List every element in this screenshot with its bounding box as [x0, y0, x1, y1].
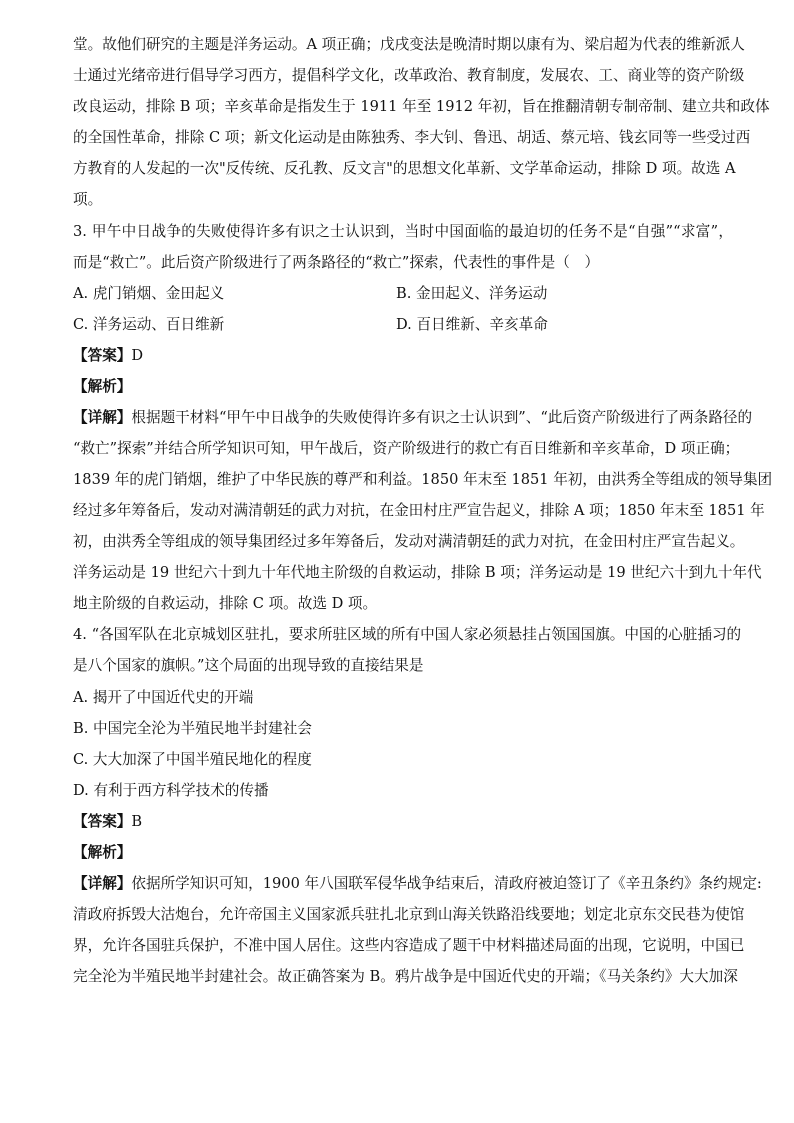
- detail-tag: 【详解】: [73, 875, 132, 892]
- question-3-answer: [73, 346, 733, 368]
- question-4-answer: [73, 812, 733, 834]
- detail-tag: 【详解】: [73, 409, 132, 426]
- question-3-option-b: B. 金田起义、洋务运动: [396, 285, 548, 302]
- passage-line: 堂。故他们研究的主题是洋务运动。A 项正确；戊戌变法是晚清时期以康有为、梁启超为代表的维新派人: [73, 36, 745, 53]
- question-4-detail: [73, 874, 762, 896]
- detail-text: 根据题干材料“甲午中日战争的失败使得许多有识之士认识到”、“此后资产阶级进行了两条路径的: [131, 409, 753, 426]
- question-3-option-a: A. 虎门销烟、金田起义: [73, 285, 225, 302]
- question-4-detail: 界，允许各国驻兵保护，不准中国人居住。这些内容造成了题干中材料描述局面的出现，它说明，中国已: [73, 937, 745, 954]
- question-4-detail: 清政府拆毁大沽炮台，允许帝国主义国家派兵驻扎北京到山海关铁路沿线要地；划定北京东交民巷为使馆: [73, 906, 745, 923]
- question-4-analysis-tag: 【解析】: [73, 844, 132, 861]
- question-3-detail: “救亡”探索”并结合所学知识可知，甲午战后，资产阶级进行的救亡有百日维新和辛亥革命，D 项正确；: [73, 440, 740, 457]
- answer-value: D: [131, 347, 144, 364]
- question-4-option-c: C. 大大加深了中国半殖民地化的程度: [73, 751, 312, 768]
- question-3-option-d: D. 百日维新、辛亥革命: [396, 316, 548, 333]
- question-4-option-d: D. 有利于西方科学技术的传播: [73, 782, 269, 799]
- question-4-detail: 完全沦为半殖民地半封建社会。故正确答案为 B。鸦片战争是中国近代史的开端；《马关条约》大大加深: [73, 968, 738, 985]
- passage-line: 改良运动，排除 B 项；辛亥革命是指发生于 1911 年至 1912 年初，旨在推翻清朝专制帝制、建立共和政体: [73, 98, 770, 115]
- question-3-option-c: C. 洋务运动、百日维新: [73, 316, 225, 333]
- question-4-stem: 是八个国家的旗帜。”这个局面的出现导致的直接结果是: [73, 657, 424, 674]
- passage-line: 的全国性革命，排除 C 项；新文化运动是由陈独秀、李大钊、鲁迅、胡适、蔡元培、钱玄同等一些受过西: [73, 129, 751, 146]
- question-3-stem: 而是“救亡”。此后资产阶级进行了两条路径的“救亡”探索，代表性的事件是（ ）: [73, 254, 600, 271]
- question-4-option-b: B. 中国完全沦为半殖民地半封建社会: [73, 720, 312, 737]
- passage-line: 士通过光绪帝进行倡导学习西方，提倡科学文化，改革政治、教育制度，发展农、工、商业等的资产阶级: [73, 67, 745, 84]
- passage-line: 方教育的人发起的一次"反传统、反孔教、反文言"的思想文化革新、文学革命运动，排除 D 项。故选 A: [73, 160, 736, 177]
- question-3-detail: 经过多年筹备后，发动对满清朝廷的武力对抗，在金田村庄严宣告起义，排除 A 项；1850 年末至 1851 年: [73, 502, 765, 519]
- question-4-stem: 4. “各国军队在北京城划区驻扎，要求所驻区域的所有中国人家必须悬挂占领国国旗。中国的心脏插习的: [73, 626, 742, 643]
- question-3-detail: 1839 年的虎门销烟，维护了中华民族的尊严和利益。1850 年末至 1851 年初，由洪秀全等组成的领导集团: [73, 471, 773, 488]
- question-3-detail: 洋务运动是 19 世纪六十到九十年代地主阶级的自救运动，排除 B 项；洋务运动是 19 世纪六十到九十年代: [73, 564, 762, 581]
- question-4-option-a: A. 揭开了中国近代史的开端: [73, 689, 254, 706]
- question-3-detail: [73, 408, 753, 430]
- answer-tag: 【答案】: [73, 813, 132, 830]
- passage-line: 项。: [73, 191, 103, 208]
- question-3-detail: 初，由洪秀全等组成的领导集团经过多年筹备后，发动对满清朝廷的武力对抗，在金田村庄严宣告起义。: [73, 533, 745, 550]
- question-3-stem: 3. 甲午中日战争的失败使得许多有识之士认识到，当时中国面临的最迫切的任务不是“自强”“求富”，: [73, 223, 733, 240]
- answer-tag: 【答案】: [73, 347, 132, 364]
- detail-text: 依据所学知识可知，1900 年八国联军侵华战争结束后，清政府被迫签订了《辛丑条约》条约规定:: [131, 875, 762, 892]
- answer-value: B: [131, 813, 143, 830]
- question-3-analysis-tag: 【解析】: [73, 378, 132, 395]
- question-3-detail: 地主阶级的自救运动，排除 C 项。故选 D 项。: [73, 595, 378, 612]
